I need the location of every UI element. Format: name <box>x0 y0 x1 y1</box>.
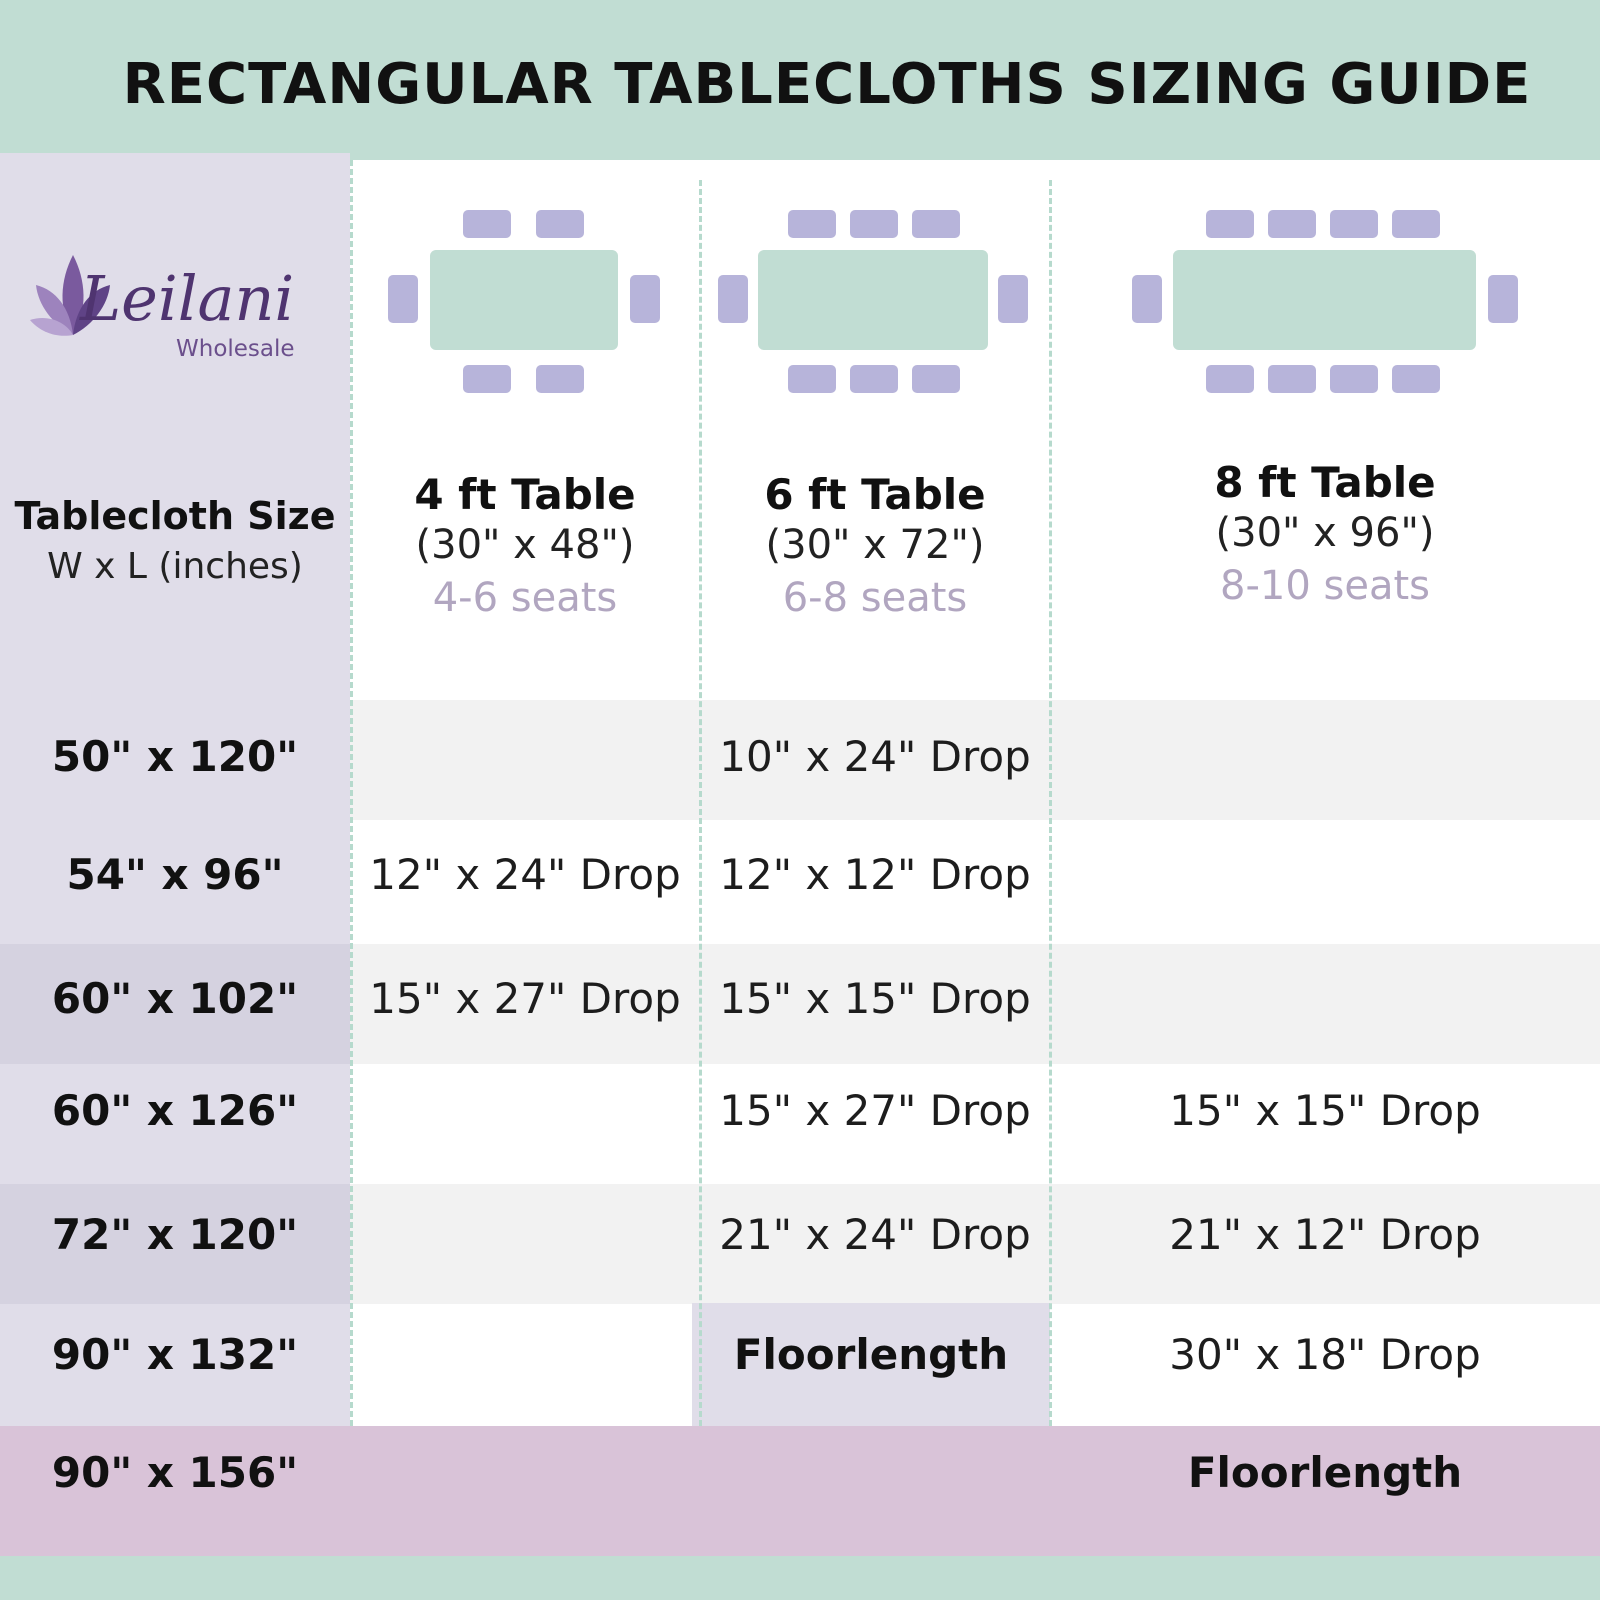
column-6ft-title: 6 ft Table <box>764 470 986 519</box>
table-4ft-diagram-icon <box>350 180 700 420</box>
row-size-label: 60" x 126" <box>51 1086 299 1135</box>
row-size-label: 90" x 156" <box>51 1448 299 1497</box>
column-8ft-seats: 8-10 seats <box>1220 563 1430 609</box>
table-8ft-diagram-icon <box>1050 180 1600 420</box>
column-4ft-seats: 4-6 seats <box>432 575 618 621</box>
column-6ft-seats: 6-8 seats <box>782 575 968 621</box>
bottom-band <box>0 1556 1600 1600</box>
logo-subtitle: Wholesale <box>176 336 295 362</box>
logo-wordmark: Leilani <box>80 262 295 335</box>
cell-8ft: 15" x 15" Drop <box>1169 1086 1481 1135</box>
size-header-units: W x L (inches) <box>47 546 303 587</box>
column-4ft-dimensions: (30" x 48") <box>415 522 635 568</box>
cell-8ft-floorlength: Floorlength <box>1187 1448 1463 1497</box>
cell-4ft: 12" x 24" Drop <box>369 850 681 899</box>
cell-6ft: 10" x 24" Drop <box>719 732 1031 781</box>
cell-6ft: 15" x 27" Drop <box>719 1086 1031 1135</box>
cell-6ft: 12" x 12" Drop <box>719 850 1031 899</box>
table-6ft-diagram-icon <box>700 180 1050 420</box>
row-size-label: 90" x 132" <box>51 1330 299 1379</box>
cell-6ft: 15" x 15" Drop <box>719 974 1031 1023</box>
cell-6ft: 21" x 24" Drop <box>719 1210 1031 1259</box>
row-size-label: 72" x 120" <box>51 1210 299 1259</box>
column-4ft-title: 4 ft Table <box>414 470 636 519</box>
column-6ft-dimensions: (30" x 72") <box>765 522 985 568</box>
row-size-label: 60" x 102" <box>51 974 299 1023</box>
cell-4ft: 15" x 27" Drop <box>369 974 681 1023</box>
page-title: RECTANGULAR TABLECLOTHS SIZING GUIDE <box>122 52 1532 117</box>
row-size-label: 50" x 120" <box>51 732 299 781</box>
cell-6ft-floorlength: Floorlength <box>733 1330 1009 1379</box>
column-8ft-title: 8 ft Table <box>1214 458 1436 507</box>
column-8ft-dimensions: (30" x 96") <box>1215 510 1435 556</box>
row-size-label: 54" x 96" <box>66 850 284 899</box>
cell-8ft: 30" x 18" Drop <box>1169 1330 1481 1379</box>
cell-8ft: 21" x 12" Drop <box>1169 1210 1481 1259</box>
size-header: Tablecloth Size <box>14 494 336 538</box>
